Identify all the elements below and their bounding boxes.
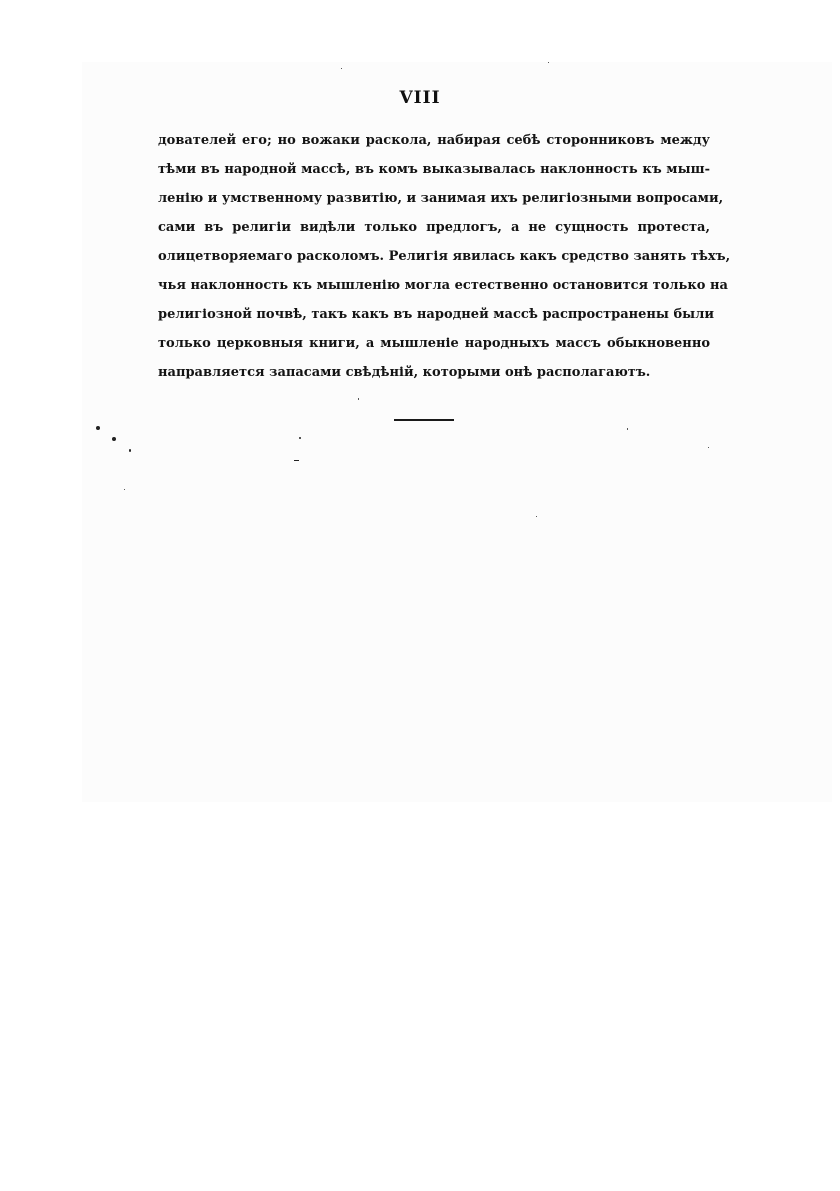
text-line: олицетворяемаго расколомъ. Религія явилась какъ средство занять тѣхъ, [158,249,731,264]
scan-speck [708,447,709,448]
text-line: дователей его; но вожаки раскола, набирая себѣ сторонниковъ между [158,133,710,148]
page-number: VIII [399,88,441,108]
scan-speck [299,437,301,439]
scan-speck [627,428,628,430]
scan-speck [294,460,299,461]
text-line: ленію и умственному развитію, и занимая ихъ религіозными вопросами, [158,191,724,206]
text-line: религіозной почвѣ, такъ какъ въ народней массѣ распространены были [158,307,715,322]
scan-speck [548,62,549,63]
scan-speck [112,437,116,441]
text-line: чья наклонность къ мышленію могла естественно остановится только на [158,278,728,293]
text-line: тѣми въ народной массѣ, въ комъ выказывалась наклонность къ мыш- [158,162,710,177]
section-separator [394,419,454,421]
scan-speck [341,68,342,69]
text-line: направляется запасами свѣдѣній, которыми онѣ располагаютъ. [158,365,651,380]
body-text [158,126,731,387]
scan-speck [124,489,125,490]
text-line: сами въ религіи видѣли только предлогъ, а не сущность протеста, [158,220,710,235]
text-line: только церковныя книги, а мышленіе народныхъ массъ обыкновенно [158,336,710,351]
scan-speck [129,449,131,452]
scan-speck [358,398,359,400]
scan-speck [96,426,100,430]
scan-speck [536,516,537,517]
